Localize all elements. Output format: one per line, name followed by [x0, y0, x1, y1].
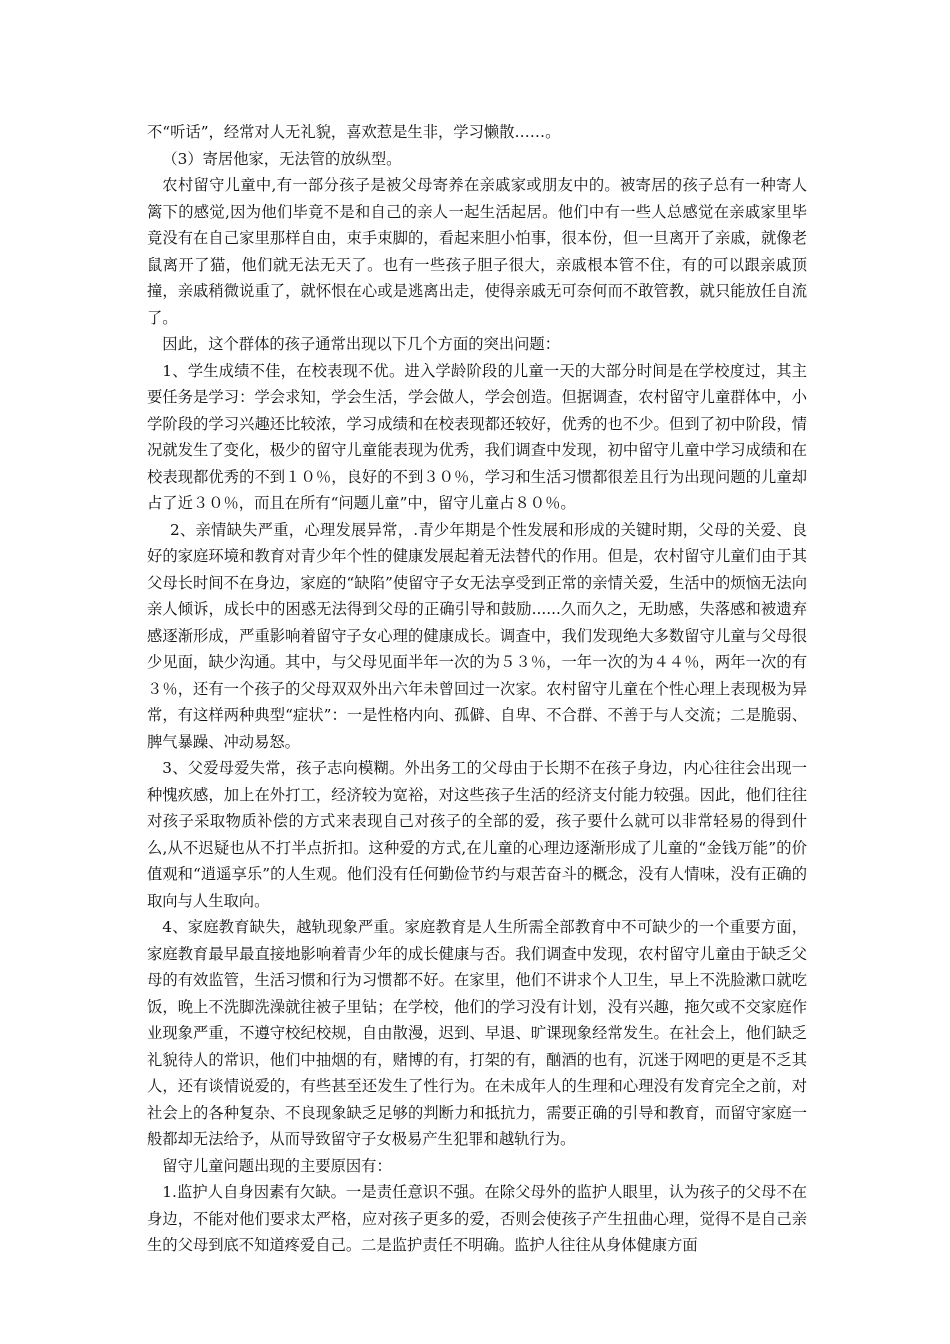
- paragraph-problem-3: 3、父爱母爱失常，孩子志向模糊。外出务工的父母由于长期不在孩子身边，内心往往会出现一种愧疚感，加上在外打工，经济较为宽裕，对这些孩子生活的经济支付能力较强。因此，他们往往对孩子采取物质补偿的方式来表现自己对孩子的全部的爱，孩子要什么就可以非常轻易的得到什么,从不迟疑也从不打半点折扣。这种爱的方式,在儿童的心理边逐渐形成了儿童的“金钱万能”的价值观和“逍遥享乐”的人生观。他们没有任何勤俭节约与艰苦奋斗的概念，没有人情味，没有正确的取向与人生取向。: [147, 759, 807, 910]
- paragraph-problem-1: 1、学生成绩不佳，在校表现不优。进入学龄阶段的儿童一天的大部分时间是在学校度过，其主要任务是学习：学会求知，学会生活，学会做人，学会创造。但据调查，农村留守儿童群体中，小学阶段的学习兴趣还比较浓，学习成绩和在校表现都还较好，优秀的也不少。但到了初中阶段，情况就发生了变化，极少的留守儿童能表现为优秀，我们调查中发现，初中留守儿童中学习成绩和在校表现都优秀的不到１０％，良好的不到３０％，学习和生活习惯都很差且行为出现问题的儿童却占了近３０％，而且在所有“问题儿童”中，留守儿童占８０％。: [147, 361, 807, 512]
- paragraph-problem-2: 2、亲情缺失严重，心理发展异常，.青少年期是个性发展和形成的关键时期，父母的关爱、良好的家庭环境和教育对青少年个性的健康发展起着无法替代的作用。但是，农村留守儿童们由于其父母长时间不在身边，家庭的“缺陷”使留守子女无法享受到正常的亲情关爱，生活中的烦恼无法向亲人倾诉，成长中的困惑无法得到父母的正确引导和鼓励......久而久之，无助感，失落感和被遗弃感逐渐形成，严重影响着留守子女心理的健康成长。调查中，我们发现绝大多数留守儿童与父母很少见面，缺少沟通。其中，与父母见面半年一次的为５３％，一年一次的为４４％，两年一次的有３％，还有一个孩子的父母双双外出六年未曾回过一次家。农村留守儿童在个性心理上表现极为异常，有这样两种典型“症状”：一是性格内向、孤僻、自卑、不合群、不善于与人交流；二是脆弱、脾气暴躁、冲动易怒。: [147, 520, 807, 751]
- paragraph-problems-intro: 因此，这个群体的孩子通常出现以下几个方面的突出问题：: [162, 335, 561, 353]
- paragraph-continuation: 不“听话”，经常对人无礼貌，喜欢惹是生非，学习懒散……。: [147, 123, 561, 141]
- paragraph-causes-intro: 留守儿童问题出现的主要原因有：: [162, 1156, 392, 1175]
- paragraph-fostered-children: 农村留守儿童中,有一部分孩子是被父母寄养在亲戚家或朋友中的。被寄居的孩子总有一种寄人篱下的感觉,因为他们毕竟不是和自己的亲人一起生活起居。他们中有一些人总感觉在亲戚家里毕竟没有在自己家里那样自由，束手束脚的，看起来胆小怕事，很本份，但一旦离开了亲戚，就像老鼠离开了猫，他们就无法无天了。也有一些孩子胆子很大，亲戚根本管不住，有的可以跟亲戚顶撞，亲戚稍微说重了，就怀恨在心或是逃离出走，使得亲戚无可奈何而不敢管教，就只能放任自流了。: [147, 176, 807, 327]
- document-body: [147, 119, 807, 1259]
- paragraph-cause-1: 1.监护人自身因素有欠缺。一是责任意识不强。在除父母外的监护人眼里，认为孩子的父母不在身边，不能对他们要求太严格，应对孩子更多的爱，否则会使孩子产生扭曲心理，觉得不是自己亲生的父母到底不知道疼爱自己。二是监护责任不明确。监护人往往从身体健康方面: [147, 1183, 807, 1254]
- paragraph-subheading-3: （3）寄居他家，无法管的放纵型。: [162, 149, 402, 168]
- paragraph-problem-4: 4、家庭教育缺失，越轨现象严重。家庭教育是人生所需全部教育中不可缺少的一个重要方面，家庭教育最早最直接地影响着青少年的成长健康与否。我们调查中发现，农村留守儿童由于缺乏父母的有效监管，生活习惯和行为习惯都不好。在家里，他们不讲求个人卫生，早上不洗脸漱口就吃饭，晚上不洗脚洗澡就往被子里钻；在学校，他们的学习没有计划，没有兴趣，拖欠或不交家庭作业现象严重，不遵守校纪校规，自由散漫，迟到、早退、旷课现象经常发生。在社会上，他们缺乏礼貌待人的常识，他们中抽烟的有，赌博的有，打架的有，酗酒的也有，沉迷于网吧的更是不乏其人，还有谈情说爱的，有些甚至还发生了性行为。在未成年人的生理和心理没有发育完全之前，对社会上的各种复杂、不良现象缺乏足够的判断力和抵抗力，需要正确的引导和教育，而留守家庭一般都却无法给予，从而导致留守子女极易产生犯罪和越轨行为。: [147, 918, 807, 1148]
